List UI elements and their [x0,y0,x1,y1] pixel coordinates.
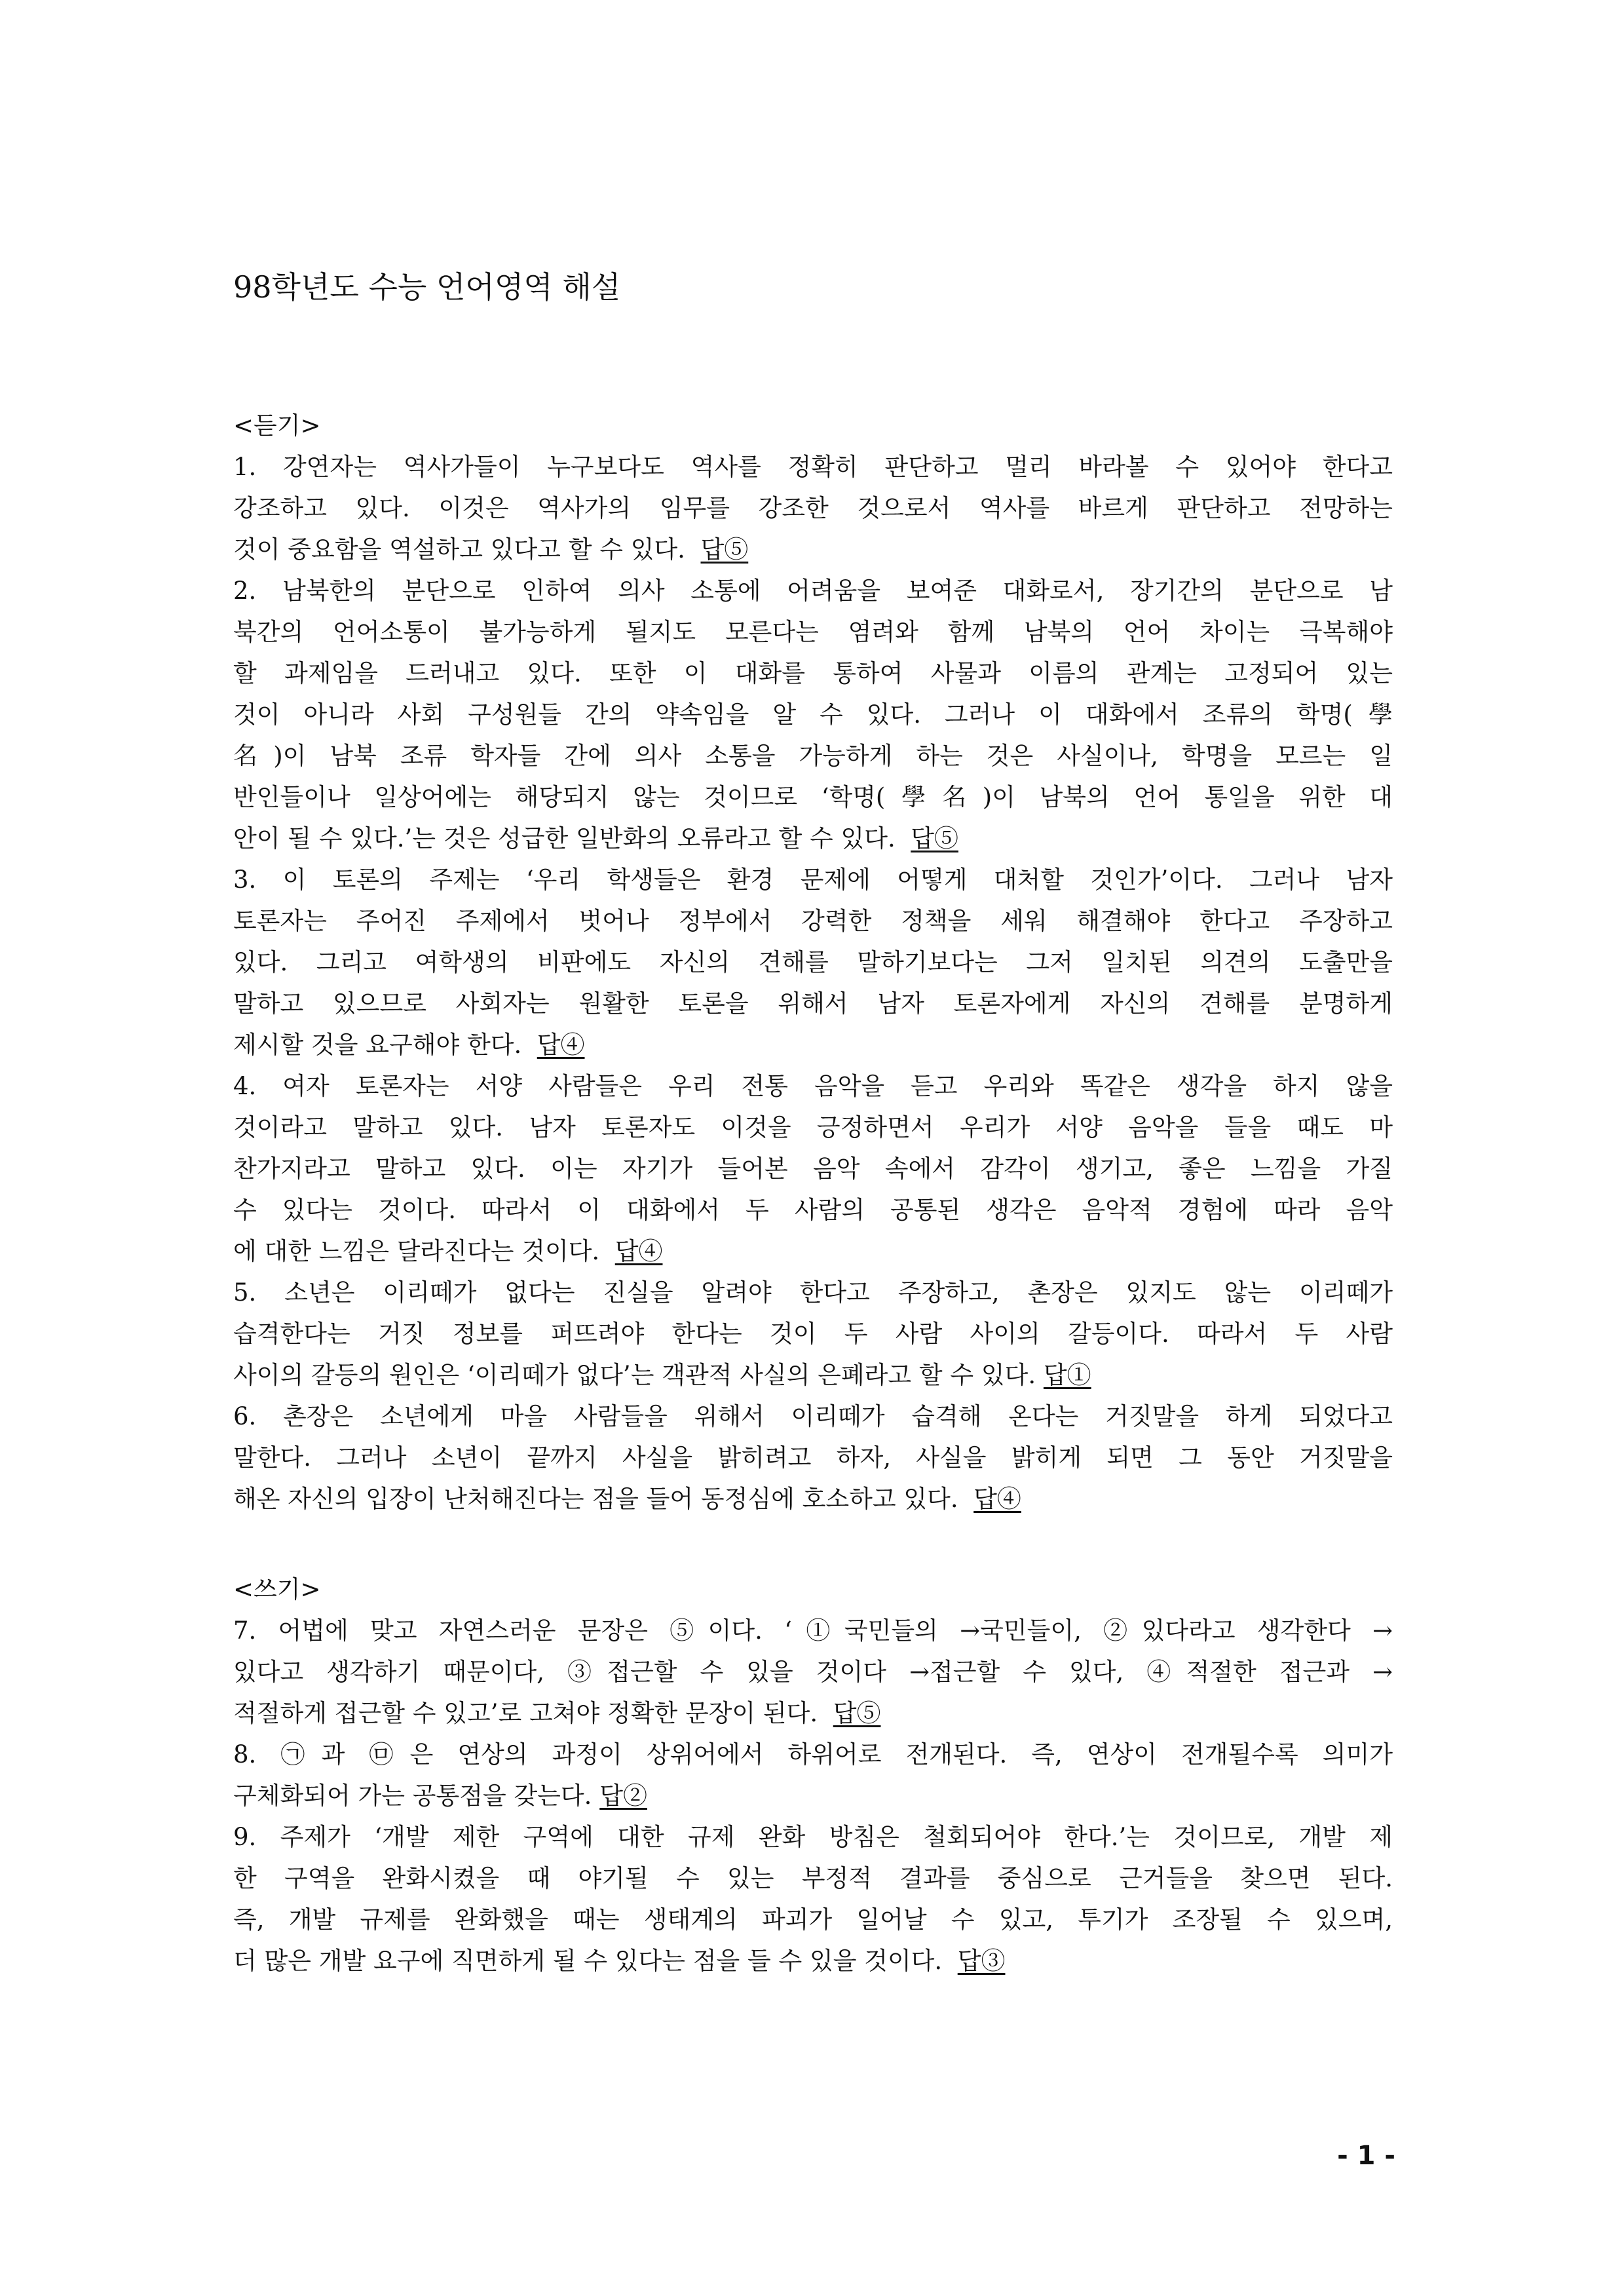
item-line-last [233,1024,1393,1065]
item-line: 토론자는 주어진 주제에서 벗어나 정부에서 강력한 정책을 세워 해결해야 한다고 주장하고 [233,907,1393,935]
item-line: 9. 주제가 ‘개발 제한 구역에 대한 규제 완화 방침은 철회되어야 한다.’는 것이므로, 개발 제 [233,1823,1393,1851]
answer-item-5 [233,1272,1393,1396]
item-line: 2. 남북한의 분단으로 인하여 의사 소통에 어려움을 보여준 대화로서, 장기간의 분단으로 남 [233,577,1393,605]
item-line-last [233,529,1393,570]
answer-item-4 [233,1065,1393,1272]
item-line: 7. 어법에 맞고 자연스러운 문장은 ⑤이다. ‘①국민들의 →국민들이, ②있다라고 생각한다 → [233,1617,1393,1645]
item-line-text: 해온 자신의 입장이 난처해진다는 점을 들어 동정심에 호소하고 있다. [233,1485,958,1513]
document-body [233,405,1393,1981]
item-line-last [233,1478,1393,1520]
item-line: 것이 아니라 사회 구성원들 간의 약속임을 알 수 있다. 그러나 이 대화에서 조류의 학명(學 [233,700,1393,729]
answer-label: 답⑤ [700,535,749,564]
item-line-last [233,1693,1393,1734]
item-line-last [233,1940,1393,1981]
answer-item-1 [233,446,1393,570]
page-number: - 1 - [1337,2141,1395,2171]
item-line: 1. 강연자는 역사가들이 누구보다도 역사를 정확히 판단하고 멀리 바라볼 수 있어야 한다고 [233,453,1393,481]
item-line-text: 제시할 것을 요구해야 한다. [233,1031,522,1059]
item-line: 수 있다는 것이다. 따라서 이 대화에서 두 사람의 공통된 생각은 음악적 경험에 따라 음악 [233,1196,1393,1224]
item-line: 말하고 있으므로 사회자는 원활한 토론을 위해서 남자 토론자에게 자신의 견해를 분명하게 [233,989,1393,1018]
item-line: 있다고 생각하기 때문이다, ③접근할 수 있을 것이다 →접근할 수 있다, ④적절한 접근과 → [233,1658,1393,1686]
item-line: 반인들이나 일상어에는 해당되지 않는 것이므로 ‘학명(學名)이 남북의 언어 통일을 위한 대 [233,783,1393,811]
answer-item-8 [233,1734,1393,1816]
answer-label: 답③ [957,1947,1006,1975]
item-line: 강조하고 있다. 이것은 역사가의 임무를 강조한 것으로서 역사를 바르게 판단하고 전망하는 [233,494,1393,522]
answer-item-7 [233,1610,1393,1734]
item-line-last [233,818,1393,859]
item-line: 名)이 남북 조류 학자들 간에 의사 소통을 가능하게 하는 것은 사실이나, 학명을 모르는 일 [233,742,1393,770]
item-line-text: 것이 중요함을 역설하고 있다고 할 수 있다. [233,535,685,564]
document-title: 98학년도 수능 언어영역 해설 [233,269,621,305]
answer-label: 답⑤ [833,1699,881,1727]
item-line: 북간의 언어소통이 불가능하게 될지도 모른다는 염려와 함께 남북의 언어 차이는 극복해야 [233,618,1393,646]
item-line: 것이라고 말하고 있다. 남자 토론자도 이것을 긍정하면서 우리가 서양 음악을 들을 때도 마 [233,1113,1393,1141]
item-line-text: 에 대한 느낌은 달라진다는 것이다. [233,1237,600,1265]
answer-label: 답② [599,1782,647,1810]
answer-label: 답④ [537,1031,585,1059]
item-line-text: 구체화되어 가는 공통점을 갖는다. [233,1782,592,1810]
item-line: 5. 소년은 이리떼가 없다는 진실을 알려야 한다고 주장하고, 촌장은 있지도 않는 이리떼가 [233,1278,1393,1307]
item-line-last [233,1775,1393,1816]
item-line: 찬가지라고 말하고 있다. 이는 자기가 들어본 음악 속에서 감각이 생기고, 좋은 느낌을 가질 [233,1155,1393,1183]
answer-label: 답① [1043,1361,1091,1389]
item-line: 3. 이 토론의 주제는 ‘우리 학생들은 환경 문제에 어떻게 대처할 것인가’이다. 그러나 남자 [233,866,1393,894]
item-line-text: 사이의 갈등의 원인은 ‘이리떼가 없다’는 객관적 사실의 은폐라고 할 수 있다. [233,1361,1036,1389]
item-line-text: 안이 될 수 있다.’는 것은 성급한 일반화의 오류라고 할 수 있다. [233,824,896,852]
answer-label: 답⑤ [911,824,958,852]
item-line-last [233,1354,1393,1396]
section-spacer [233,1520,1393,1569]
item-line: 6. 촌장은 소년에게 마을 사람들을 위해서 이리떼가 습격해 온다는 거짓말을 하게 되었다고 [233,1402,1393,1430]
item-line: 있다. 그리고 여학생의 비판에도 자신의 견해를 말하기보다는 그저 일치된 의견의 도출만을 [233,948,1393,976]
item-line-text: 적절하게 접근할 수 있고’로 고쳐야 정확한 문장이 된다. [233,1699,818,1727]
item-line: 즉, 개발 규제를 완화했을 때는 생태계의 파괴가 일어날 수 있고, 투기가 조장될 수 있으며, [233,1905,1393,1934]
section-header-listening: <듣기> [233,411,321,440]
item-line: 4. 여자 토론자는 서양 사람들은 우리 전통 음악을 듣고 우리와 똑같은 생각을 하지 않을 [233,1072,1393,1100]
item-line: 말한다. 그러나 소년이 끝까지 사실을 밝히려고 하자, 사실을 밝히게 되면 그 동안 거짓말을 [233,1444,1393,1472]
answer-item-2 [233,570,1393,859]
answer-item-3 [233,859,1393,1065]
answer-label: 답④ [973,1485,1021,1513]
item-line: 할 과제임을 드러내고 있다. 또한 이 대화를 통하여 사물과 이름의 관계는 고정되어 있는 [233,659,1393,687]
item-line: 한 구역을 완화시켰을 때 야기될 수 있는 부정적 결과를 중심으로 근거들을 찾으면 된다. [233,1864,1393,1892]
answer-item-9 [233,1816,1393,1981]
item-line: 8. ㉠과 ㉤은 연상의 과정이 상위어에서 하위어로 전개된다. 즉, 연상이 전개될수록 의미가 [233,1740,1393,1769]
answer-item-6 [233,1396,1393,1520]
answer-label: 답④ [614,1237,663,1265]
item-line-last [233,1231,1393,1272]
section-header-writing: <쓰기> [233,1575,321,1603]
item-line-text: 더 많은 개발 요구에 직면하게 될 수 있다는 점을 들 수 있을 것이다. [233,1947,943,1975]
item-line: 습격한다는 거짓 정보를 퍼뜨려야 한다는 것이 두 사람 사이의 갈등이다. 따라서 두 사람 [233,1320,1393,1348]
